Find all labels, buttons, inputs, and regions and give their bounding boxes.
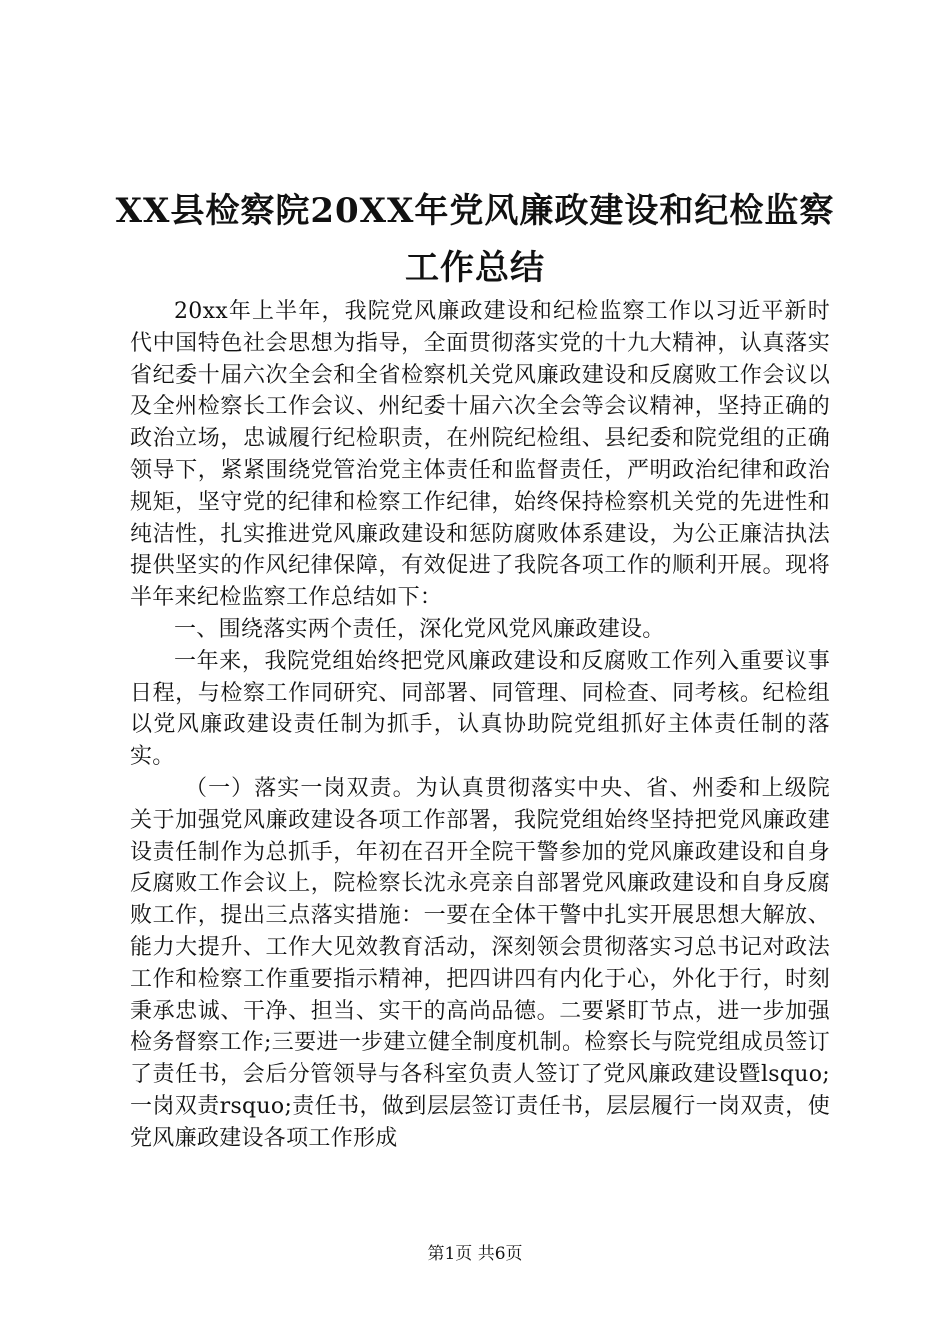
body-paragraph: （一）落实一岗双责。为认真贯彻落实中央、省、州委和上级院关于加强党风廉政建设各项工作部署，我院党组始终坚持把党风廉政建设责任制作为总抓手，年初在召开全院干警参加的党风廉政建设和自身反腐败工作会议上，院检察长沈永亮亲自部署党风廉政建设和自身反腐败工作，提出三点落实措施：一要在全体干警中扎实开展思想大解放、能力大提升、工作大见效教育活动，深刻领会贯彻落实习总书记对政法工作和检察工作重要指示精神，把四讲四有内化于心，外化于行，时刻秉承忠诚、干净、担当、实干的高尚品德。二要紧盯节点，进一步加强检务督察工作;三要进一步建立健全制度机制。检察长与院党组成员签订了责任书，会后分管领导与各科室负责人签订了党风廉政建设暨lsquo;一岗双责rsquo;责任书，做到层层签订责任书，层层履行一岗双责，使党风廉政建设各项工作形成: [130, 775, 830, 1151]
body-paragraph: 20xx年上半年，我院党风廉政建设和纪检监察工作以习近平新时代中国特色社会思想为指导，全面贯彻落实党的十九大精神，认真落实省纪委十届六次全会和全省检察机关党风廉政建设和反腐败工作会议以及全州检察长工作会议、州纪委十届六次全会等会议精神，坚持正确的政治立场，忠诚履行纪检职责，在州院纪检组、县纪委和院党组的正确领导下，紧紧围绕党管治党主体责任和监督责任，严明政治纪律和政治规矩，坚守党的纪律和检察工作纪律，始终保持检察机关党的先进性和纯洁性，扎实推进党风廉政建设和惩防腐败体系建设，为公正廉洁执法提供坚实的作风纪律保障，有效促进了我院各项工作的顺利开展。现将半年来纪检监察工作总结如下：: [130, 299, 830, 611]
document-title-line-1: XX县检察院20XX年党风廉政建设和纪检监察: [115, 191, 835, 231]
page-number-footer: 第1页 共6页: [427, 1244, 523, 1264]
document-body: [130, 296, 830, 1155]
document-title-line-2: 工作总结: [405, 248, 545, 288]
section-heading: 一、围绕落实两个责任，深化党风党风廉政建设。: [174, 616, 665, 642]
body-paragraph: 一年来，我院党组始终把党风廉政建设和反腐败工作列入重要议事日程，与检察工作同研究、同部署、同管理、同检查、同考核。纪检组以党风廉政建设责任制为抓手，认真协助院党组抓好主体责任制的落实。: [130, 648, 830, 770]
